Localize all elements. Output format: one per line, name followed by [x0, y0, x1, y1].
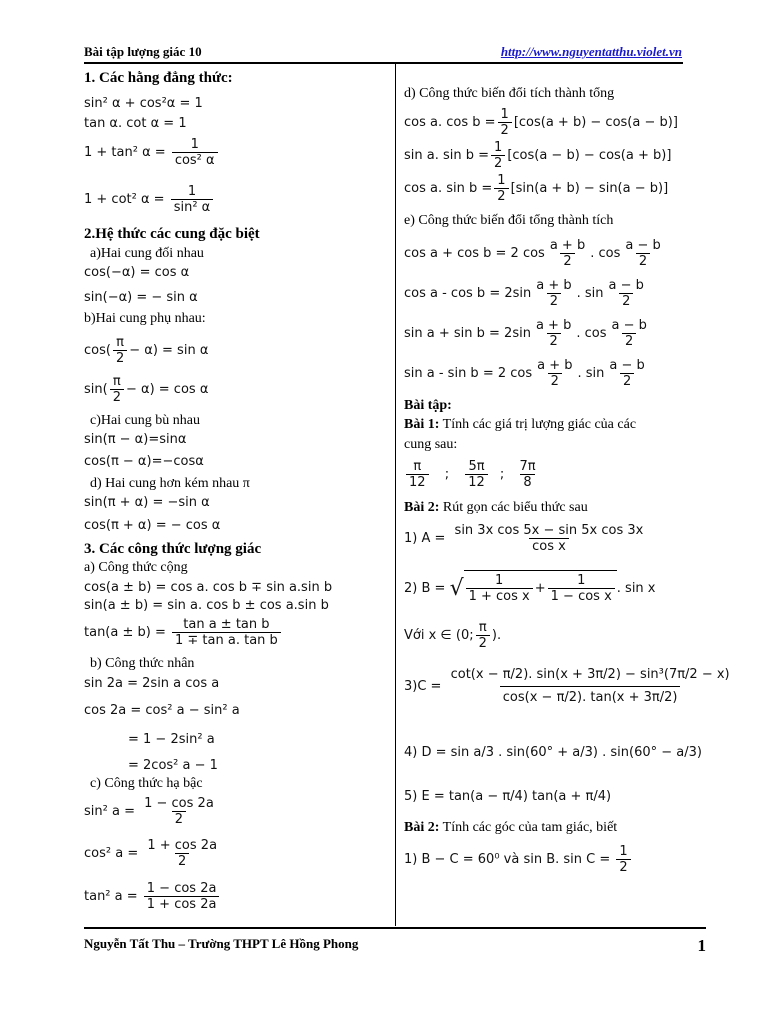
formula-e-4: [404, 358, 650, 389]
section-3-title: 3. Các công thức lượng giác: [84, 541, 262, 557]
exercise-2-line: [404, 500, 588, 516]
formula-e-3-mid: . cos: [576, 326, 607, 341]
item-1-fraction: [452, 523, 647, 554]
formula-3c-2-num: 1 + cos 2a: [147, 838, 218, 853]
section-2c-title: c)Hai cung bù nhau: [90, 413, 201, 428]
a-plus-b-half: [547, 238, 588, 269]
formula-2a-1: cos(−α) = cos α: [84, 265, 190, 280]
item-3-lhs: 3)C =: [404, 679, 442, 694]
exercise-2-item-2: [404, 570, 656, 604]
pi-num: π: [112, 374, 121, 389]
one-num: 1: [497, 173, 506, 188]
arc-2-num: 5π: [468, 459, 485, 474]
formula-3a-3-num: tan a ± tan b: [183, 617, 270, 632]
formula-e-2-mid: . sin: [576, 286, 604, 301]
sqrt-icon: √: [449, 576, 464, 601]
half-fraction: [498, 107, 512, 138]
one-num: 1: [494, 140, 503, 155]
exercise-1-text: Tính các giá trị lượng giác của các: [439, 417, 637, 432]
formula-3c-1-fraction: [141, 796, 217, 827]
one-num: 1: [500, 107, 509, 122]
item-2-den-2: 1 − cos x: [548, 588, 615, 604]
identity-2: tan α. cot α = 1: [84, 116, 187, 131]
identity-3-num: 1: [190, 137, 199, 152]
item-2-fraction-1: [466, 573, 533, 604]
header-rule: [84, 62, 683, 64]
section-1-title: 1. Các hằng đẳng thức:: [84, 70, 233, 86]
half-fraction: [616, 844, 630, 875]
item-3-fraction: [448, 664, 733, 709]
exercise-3-item-1: [404, 844, 633, 875]
formula-3b-1: sin 2a = 2sin a cos a: [84, 676, 220, 691]
half-fraction: [491, 140, 505, 171]
exercise-3-label: Bài 2:: [404, 820, 440, 835]
item-2-lhs: 2) B =: [404, 581, 446, 596]
identity-4-num: 1: [187, 184, 197, 199]
formula-3c-2: [84, 838, 222, 869]
arc-1-den: 12: [406, 474, 429, 490]
identity-4-fraction: [171, 184, 214, 215]
exercise-2-item-1: [404, 523, 648, 554]
formula-d-3: [404, 173, 668, 204]
a-plus-b-half: [533, 318, 574, 349]
formula-2b-2: [84, 374, 208, 405]
footer-author: Nguyễn Tất Thu – Trường THPT Lê Hồng Phong: [84, 936, 359, 951]
arc-1-num: π: [413, 459, 422, 474]
formula-e-1: [404, 238, 666, 269]
a-minus-b: a − b: [609, 358, 645, 373]
a-plus-b: a + b: [549, 238, 586, 253]
section-3a-title: a) Công thức cộng: [84, 560, 188, 575]
a-minus-b-half: [606, 358, 647, 389]
section-3c-title: c) Công thức hạ bậc: [90, 776, 203, 791]
a-minus-b: a − b: [608, 278, 644, 293]
exercise-2-item-4: 4) D = sin a/3 . sin(60° + a/3) . sin(60° − a/3): [404, 745, 702, 760]
two-den: 2: [636, 253, 650, 269]
formula-e-4-lhs: sin a - sin b = 2 cos: [404, 366, 533, 381]
a-plus-b: a + b: [537, 358, 573, 373]
a-plus-b: a + b: [536, 278, 572, 293]
formula-2a-2: sin(−α) = − sin α: [84, 290, 198, 305]
item-2-plus: +: [534, 581, 546, 596]
sqrt-radicand: [464, 570, 617, 604]
exercise-3-line: [404, 820, 617, 836]
two-den: 2: [622, 333, 636, 349]
item-1-den: cos x: [529, 538, 569, 554]
identity-3-fraction: [172, 137, 218, 168]
a-plus-b: a + b: [535, 318, 572, 333]
item-2-tail: . sin x: [616, 581, 656, 596]
exercise-1-label: Bài 1:: [404, 417, 440, 432]
pi-half-fraction: [476, 620, 490, 651]
arc-separator: ;: [499, 467, 505, 482]
a-plus-b-half: [533, 278, 574, 309]
arc-3: [516, 459, 538, 490]
document-header-title: Bài tập lượng giác 10: [84, 44, 202, 59]
formula-2b-2-post: − α) = cos α: [125, 382, 209, 397]
formula-3c-3-den: 1 + cos 2a: [144, 896, 220, 912]
two-den: 2: [560, 253, 574, 269]
formula-e-3: [404, 318, 652, 349]
formula-2d-1: sin(π + α) = −sin α: [84, 495, 210, 510]
pi-num: π: [478, 620, 487, 635]
condition-pre: Với x ∈ (0;: [404, 628, 474, 643]
exercise-1-arcs: [404, 459, 541, 490]
formula-d-2: [404, 140, 671, 171]
two-den: 2: [619, 293, 633, 309]
identity-4: [84, 184, 215, 215]
a-plus-b-half: [534, 358, 575, 389]
formula-3b-2: cos 2a = cos² a − sin² a: [84, 703, 240, 718]
formula-3a-3: [84, 617, 283, 648]
two-den: 2: [476, 635, 490, 651]
a-minus-b: a − b: [625, 238, 661, 253]
formula-3b-4: = 2cos² a − 1: [128, 758, 218, 773]
exercise-2-label: Bài 2:: [404, 500, 440, 515]
item-1-num: sin 3x cos 5x − sin 5x cos 3x: [454, 523, 644, 538]
two-den: 2: [113, 350, 127, 366]
formula-2b-1-post: − α) = sin α: [129, 343, 209, 358]
item-2-num-2: 1: [577, 573, 586, 588]
item-2-den-1: 1 + cos x: [466, 588, 533, 604]
formula-e-3-lhs: sin a + sin b = 2sin: [404, 326, 531, 341]
formula-3c-2-den: 2: [175, 853, 189, 869]
two-den: 2: [498, 122, 512, 138]
one-num: 1: [619, 844, 628, 859]
item-3-den: cos(x − π/2). tan(x + 3π/2): [500, 686, 681, 709]
formula-3c-2-fraction: [144, 838, 220, 869]
formula-3a-2: sin(a ± b) = sin a. cos b ± cos a.sin b: [84, 598, 329, 613]
formula-2c-2: cos(π − α)=−cosα: [84, 454, 204, 469]
item-1-lhs: 1) A =: [404, 531, 446, 546]
pi-half-fraction: [110, 374, 124, 405]
column-divider: [395, 64, 396, 926]
a-minus-b-half: [608, 318, 649, 349]
formula-3c-3-fraction: [144, 881, 220, 912]
formula-3c-3-num: 1 − cos 2a: [146, 881, 217, 896]
formula-e-2: [404, 278, 649, 309]
pi-num: π: [116, 335, 124, 350]
exercise-2-item-5: 5) E = tan(a − π/4) tan(a + π/4): [404, 789, 612, 804]
two-den: 2: [620, 373, 634, 389]
formula-2c-1: sin(π − α)=sinα: [84, 432, 187, 447]
a-minus-b-half: [606, 278, 647, 309]
formula-d-3-lhs: cos a. sin b =: [404, 181, 493, 196]
identity-4-den: sin² α: [171, 199, 214, 215]
identity-3: [84, 137, 220, 168]
arc-2: [465, 459, 488, 490]
identity-3-lhs: 1 + tan² α =: [84, 145, 166, 160]
formula-e-4-mid: . sin: [577, 366, 605, 381]
formula-d-1-lhs: cos a. cos b =: [404, 115, 496, 130]
formula-3c-1-lhs: sin² a =: [84, 804, 135, 819]
arc-separator: ;: [444, 467, 450, 482]
formula-e-1-mid: . cos: [590, 246, 621, 261]
section-2d-title: d) Hai cung hơn kém nhau π: [90, 476, 250, 491]
formula-e-2-lhs: cos a - cos b = 2sin: [404, 286, 532, 301]
item-3-num: cot(x − π/2). sin(x + 3π/2) − sin³(7π/2 − x): [450, 667, 730, 682]
condition-post: ).: [491, 628, 502, 643]
formula-3c-2-lhs: cos² a =: [84, 846, 139, 861]
section-2b-title: b)Hai cung phụ nhau:: [84, 311, 206, 326]
formula-3a-1: cos(a ± b) = cos a. cos b ∓ sin a.sin b: [84, 580, 333, 595]
formula-2d-2: cos(π + α) = − cos α: [84, 518, 221, 533]
formula-2b-2-pre: sin(: [84, 382, 108, 397]
formula-3a-3-den: 1 ∓ tan a. tan b: [172, 632, 281, 648]
page-number: 1: [697, 936, 706, 955]
item-2-fraction-2: [548, 573, 615, 604]
arc-3-den: 8: [520, 474, 534, 490]
item-2-num-1: 1: [495, 573, 504, 588]
formula-3b-3: = 1 − 2sin² a: [128, 732, 215, 747]
two-den: 2: [547, 293, 561, 309]
formula-d-2-lhs: sin a. sin b =: [404, 148, 490, 163]
formula-2b-1: [84, 335, 208, 366]
formula-d-1-rhs: [cos(a + b) − cos(a − b)]: [513, 115, 678, 130]
two-den: 2: [616, 859, 630, 875]
exercise-3-text: Tính các góc của tam giác, biết: [439, 820, 618, 835]
formula-3c-1-den: 2: [172, 811, 186, 827]
two-den: 2: [110, 389, 124, 405]
formula-2b-1-pre: cos(: [84, 343, 111, 358]
pi-half-fraction: [113, 335, 127, 366]
two-den: 2: [548, 373, 562, 389]
formula-d-3-rhs: [sin(a + b) − sin(a − b)]: [510, 181, 669, 196]
exercise-1-text-2: cung sau:: [404, 437, 458, 452]
formula-3c-3-lhs: tan² a =: [84, 889, 138, 904]
identity-4-lhs: 1 + cot² α =: [84, 192, 165, 207]
formula-3c-1-num: 1 − cos 2a: [144, 796, 214, 811]
formula-e-1-lhs: cos a + cos b = 2 cos: [404, 246, 545, 261]
arc-1: [406, 459, 429, 490]
formula-3c-1: [84, 796, 219, 827]
section-d-title: d) Công thức biến đổi tích thành tổng: [404, 86, 615, 101]
a-minus-b: a − b: [611, 318, 647, 333]
formula-3c-3: [84, 881, 221, 912]
two-den: 2: [491, 155, 505, 171]
exercise-2-text: Rút gọn các biểu thức sau: [439, 500, 588, 515]
section-2-title: 2.Hệ thức các cung đặc biệt: [84, 226, 260, 242]
section-2a-title: a)Hai cung đối nhau: [90, 246, 204, 261]
exercise-2-item-3: [404, 664, 735, 709]
a-minus-b-half: [622, 238, 663, 269]
half-fraction: [494, 173, 508, 204]
arc-2-den: 12: [465, 474, 488, 490]
section-e-title: e) Công thức biến đổi tổng thành tích: [404, 213, 614, 228]
two-den: 2: [547, 333, 561, 349]
header-url-link[interactable]: http://www.nguyentatthu.violet.vn: [500, 44, 682, 59]
exercise-2-condition: [404, 620, 501, 651]
two-den: 2: [494, 188, 508, 204]
exercise-3-item-1-text: 1) B − C = 60⁰ và sin B. sin C =: [404, 852, 611, 867]
exercise-1-line: [404, 417, 636, 433]
identity-3-den: cos² α: [172, 152, 218, 168]
formula-d-1: [404, 107, 678, 138]
arc-3-num: 7π: [519, 459, 536, 474]
formula-d-2-rhs: [cos(a − b) − cos(a + b)]: [507, 148, 672, 163]
footer-rule: [84, 927, 706, 929]
identity-1: sin² α + cos²α = 1: [84, 96, 203, 111]
section-3b-title: b) Công thức nhân: [90, 656, 195, 671]
formula-3a-3-lhs: tan(a ± b) =: [84, 625, 166, 640]
formula-3a-3-fraction: [172, 617, 281, 648]
exercises-title: Bài tập:: [404, 398, 452, 413]
